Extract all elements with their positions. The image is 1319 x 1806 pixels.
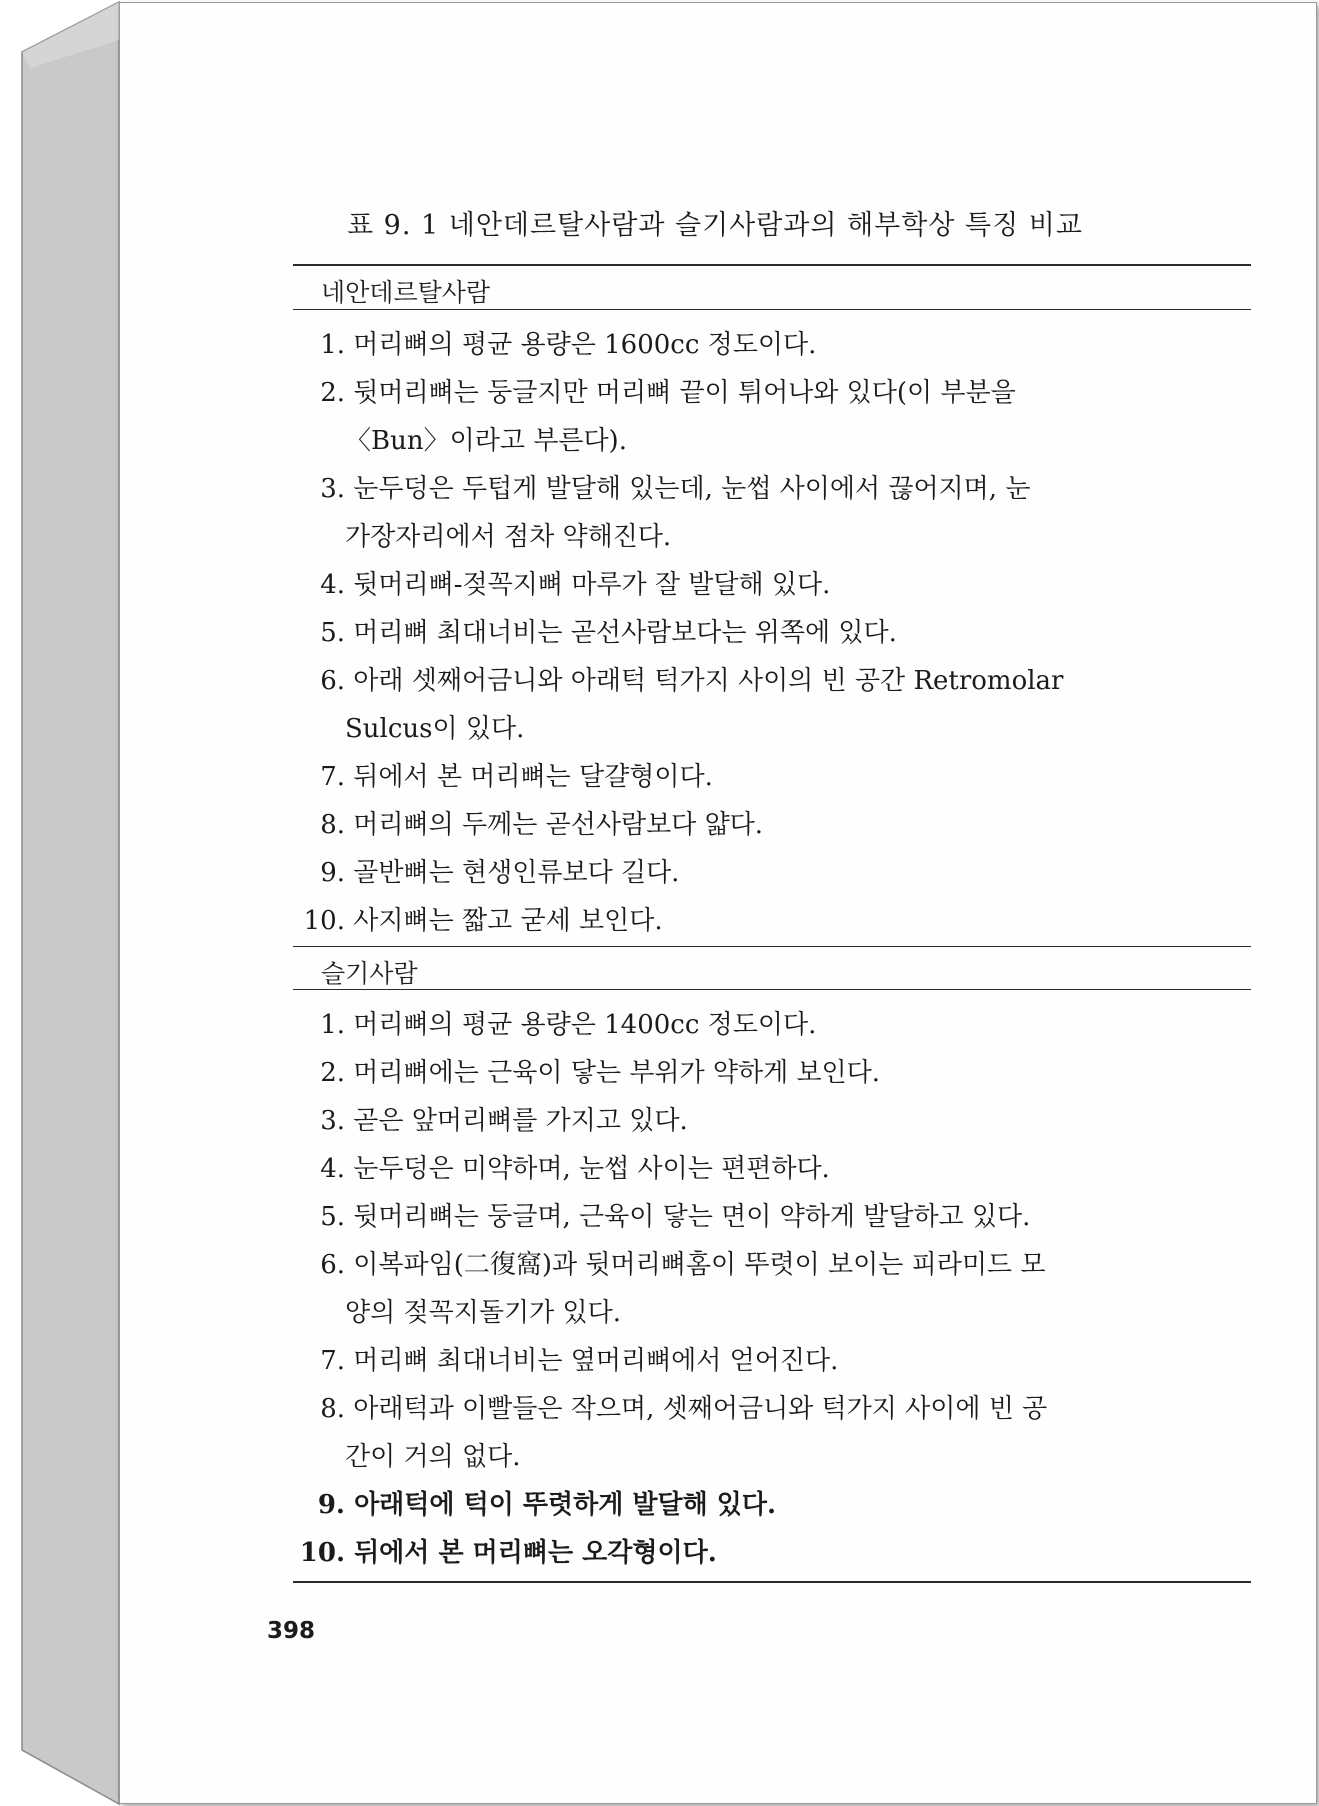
- neanderthal-heading: 네안데르탈사람: [321, 278, 491, 307]
- sapiens-heading-rule: [293, 989, 1251, 990]
- list-item: 3. 눈두덩은 두텁게 발달해 있는데, 눈썹 사이에서 끊어지며, 눈: [320, 474, 1031, 504]
- list-item: 9. 골반뼈는 현생인류보다 길다.: [320, 858, 680, 888]
- sapiens-top-rule: [293, 946, 1251, 947]
- list-item: 10. 사지뼈는 짧고 굳세 보인다.: [303, 906, 663, 936]
- list-item: 3. 곧은 앞머리뼈를 가지고 있다.: [320, 1106, 688, 1136]
- list-item: 6. 이복파임(二復窩)과 뒷머리뼈홈이 뚜렷이 보이는 피라미드 모: [320, 1250, 1046, 1280]
- list-item: 2. 머리뼈에는 근육이 닿는 부위가 약하게 보인다.: [320, 1058, 881, 1088]
- list-item: 8. 아래턱과 이빨들은 작으며, 셋째어금니와 턱가지 사이에 빈 공: [320, 1394, 1048, 1424]
- list-item: 2. 뒷머리뼈는 둥글지만 머리뼈 끝이 튀어나와 있다(이 부분을: [320, 378, 1016, 408]
- table-top-rule: [293, 264, 1251, 266]
- list-item-continuation: 〈Bun〉이라고 부른다).: [345, 426, 627, 456]
- list-item: 9. 아래턱에 턱이 뚜렷하게 발달해 있다.: [317, 1490, 777, 1520]
- book-page: [119, 2, 1317, 1804]
- list-item: 8. 머리뼈의 두께는 곧선사람보다 얇다.: [320, 810, 764, 840]
- list-item: 4. 눈두덩은 미약하며, 눈썹 사이는 편편하다.: [320, 1154, 830, 1184]
- list-item: 4. 뒷머리뼈-젖꼭지뼈 마루가 잘 발달해 있다.: [320, 570, 831, 600]
- neanderthal-heading-rule: [293, 309, 1251, 310]
- list-item: 5. 머리뼈 최대너비는 곧선사람보다는 위쪽에 있다.: [320, 618, 897, 648]
- sapiens-heading: 슬기사람: [321, 959, 418, 988]
- list-item: 1. 머리뼈의 평균 용량은 1600cc 정도이다.: [320, 330, 817, 360]
- list-item: 10. 뒤에서 본 머리뼈는 오각형이다.: [299, 1538, 717, 1568]
- list-item: 7. 머리뼈 최대너비는 옆머리뼈에서 얻어진다.: [320, 1346, 839, 1376]
- list-item-continuation: 양의 젖꼭지돌기가 있다.: [345, 1298, 621, 1328]
- table-title: 표 9. 1 네안데르탈사람과 슬기사람과의 해부학상 특징 비교: [347, 210, 1083, 241]
- page-number: 398: [267, 1618, 316, 1644]
- list-item-continuation: 가장자리에서 점차 약해진다.: [345, 522, 672, 552]
- list-item: 6. 아래 셋째어금니와 아래턱 턱가지 사이의 빈 공간 Retromolar: [320, 666, 1064, 696]
- table-bottom-rule: [293, 1581, 1251, 1583]
- list-item: 1. 머리뼈의 평균 용량은 1400cc 정도이다.: [320, 1010, 817, 1040]
- list-item-continuation: Sulcus이 있다.: [345, 714, 525, 744]
- list-item-continuation: 간이 거의 없다.: [345, 1442, 521, 1472]
- list-item: 5. 뒷머리뼈는 둥글며, 근육이 닿는 면이 약하게 발달하고 있다.: [320, 1202, 1031, 1232]
- list-item: 7. 뒤에서 본 머리뼈는 달걀형이다.: [320, 762, 713, 792]
